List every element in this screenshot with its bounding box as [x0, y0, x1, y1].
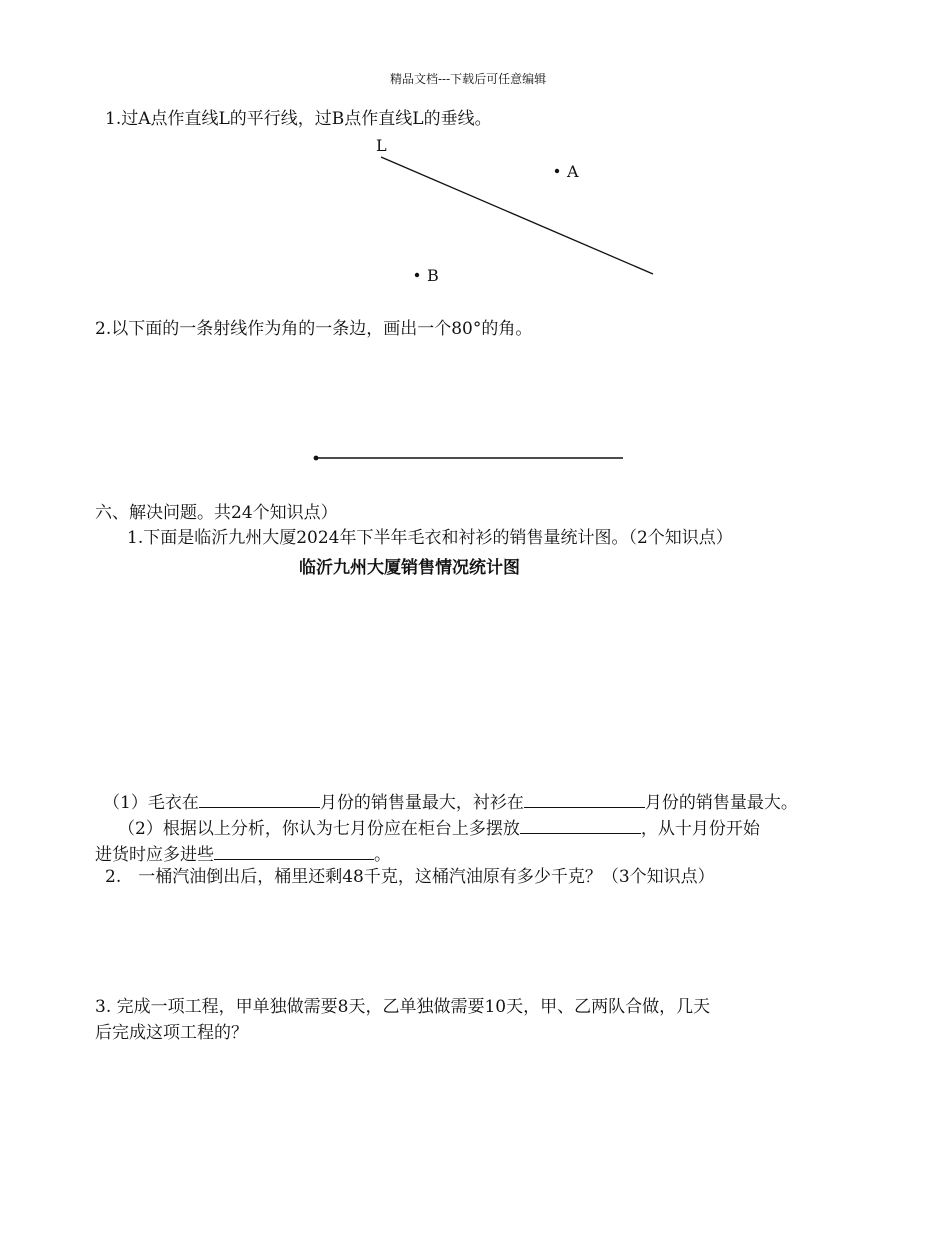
sub2-part-d: 。: [374, 845, 391, 865]
sub2-part-b: ，从十月份开始: [640, 819, 760, 839]
problem-3-line1: 3. 完成一项工程，甲单独做需要8天，乙单独做需要10天，甲、乙两队合做，几天: [95, 997, 711, 1017]
sub2-part-a: （2）根据以上分析，你认为七月份应在柜台上多摆放: [118, 819, 520, 839]
section-6-title: 六、解决问题。共24个知识点）: [95, 503, 338, 523]
point-A-dot: [555, 169, 559, 173]
problem-3-line2: 后完成这项工程的？: [95, 1023, 248, 1043]
sub-question-2-line2: [95, 841, 391, 866]
question-2-text: 2.以下面的一条射线作为角的一条边，画出一个80°的角。: [95, 319, 533, 339]
sub-question-1: [103, 789, 798, 814]
sub2-part-c: 进货时应多进些: [95, 845, 214, 865]
label-A: A: [567, 162, 579, 181]
problem-2-text: 2. 一桶汽油倒出后，桶里还剩48千克，这桶汽油原有多少千克？（3个知识点）: [105, 867, 715, 887]
ray-origin-dot: [314, 456, 319, 461]
answer-blank-sweater-month[interactable]: [199, 789, 320, 808]
problem-1-text: 1.下面是临沂九州大厦2024年下半年毛衣和衬衫的销售量统计图。（2个知识点）: [127, 528, 733, 548]
answer-blank-shirt-month[interactable]: [524, 789, 645, 808]
sub1-part-b: 月份的销售量最大，衬衫在: [319, 793, 524, 813]
label-B: B: [427, 266, 439, 285]
sub1-part-c: 月份的销售量最大。: [644, 793, 798, 813]
page-header: 精品文档---下载后可任意编辑: [390, 72, 547, 86]
answer-blank-october-item[interactable]: [214, 841, 374, 860]
question-1-text: 1.过A点作直线L的平行线，过B点作直线L的垂线。: [105, 109, 492, 129]
chart-title: 临沂九州大厦销售情况统计图: [299, 558, 520, 578]
label-L: L: [376, 136, 387, 155]
sub-question-2-line1: [118, 815, 760, 840]
line-L: [381, 157, 653, 274]
sub1-part-a: （1）毛衣在: [103, 793, 199, 813]
answer-blank-july-item[interactable]: [520, 815, 641, 834]
point-B-dot: [415, 273, 419, 277]
